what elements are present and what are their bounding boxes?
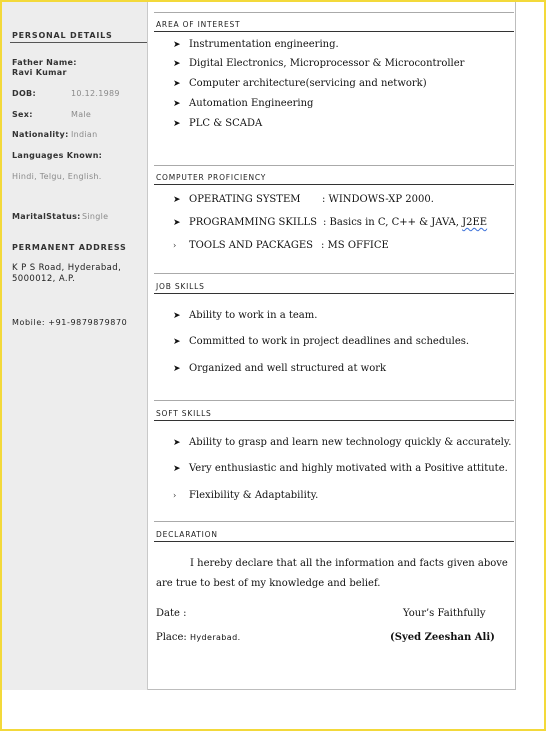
computer-top-rule xyxy=(154,165,514,166)
job-skills-title: JOB SKILLS xyxy=(156,282,205,291)
sex-value: Male xyxy=(71,110,92,119)
arrow-right-icon: ➤ xyxy=(173,364,181,374)
arrow-right-icon: ➤ xyxy=(173,311,181,321)
address-line-2: 5000012, A.P. xyxy=(12,274,76,284)
arrow-right-icon: ➤ xyxy=(173,59,181,69)
personal-details-heading: PERSONAL DETAILS xyxy=(12,31,113,40)
closing-text: Your’s Faithfully xyxy=(403,608,486,619)
interest-rule xyxy=(154,31,514,32)
tools-row xyxy=(173,240,313,252)
declaration-top-rule xyxy=(154,521,514,522)
personal-details-rule xyxy=(10,42,147,43)
place-row xyxy=(156,632,241,643)
arrow-right-icon: ➤ xyxy=(173,464,181,474)
interest-item: ➤ Automation Engineering xyxy=(173,98,314,109)
soft-rule xyxy=(154,420,514,421)
os-value: : WINDOWS-XP 2000. xyxy=(322,194,434,205)
soft-top-rule xyxy=(154,400,514,401)
computer-proficiency-title: COMPUTER PROFICIENCY xyxy=(156,173,267,182)
arrow-right-icon: ➤ xyxy=(173,337,181,347)
programming-label: PROGRAMMING SKILLS xyxy=(189,217,317,228)
tools-value: : MS OFFICE xyxy=(321,240,389,251)
permanent-address-heading: PERMANENT ADDRESS xyxy=(12,243,127,252)
soft-item: › Flexibility & Adaptability. xyxy=(173,490,319,501)
programming-value: : Basics in C, C++ & JAVA, J2EE xyxy=(323,217,488,228)
father-name-label: Father Name: xyxy=(12,58,77,67)
marital-status-label: MaritalStatus: xyxy=(12,212,81,221)
chevron-right-icon: › xyxy=(173,241,177,250)
dob-label: DOB: xyxy=(12,89,36,98)
marital-status-value: Single xyxy=(82,212,109,221)
date-label: Date : xyxy=(156,608,187,619)
programming-row xyxy=(173,217,317,229)
arrow-right-icon: ➤ xyxy=(173,99,181,109)
job-top-rule xyxy=(154,273,514,274)
sex-label: Sex: xyxy=(12,110,33,119)
nationality-value: Indian xyxy=(71,130,98,139)
interest-item: ➤ Instrumentation engineering. xyxy=(173,39,339,50)
interest-item: ➤ Digital Electronics, Microprocessor & Microcontroller xyxy=(173,58,465,69)
job-item: ➤ Organized and well structured at work xyxy=(173,363,387,374)
declaration-rule xyxy=(154,541,514,542)
interest-item: ➤ PLC & SCADA xyxy=(173,118,263,129)
languages-label: Languages Known: xyxy=(12,151,103,160)
father-name-value: Ravi Kumar xyxy=(12,68,67,77)
signature-name: (Syed Zeeshan Ali) xyxy=(390,632,495,643)
arrow-right-icon: ➤ xyxy=(173,119,181,129)
os-label: OPERATING SYSTEM xyxy=(189,194,301,205)
dob-value: 10.12.1989 xyxy=(71,89,120,98)
place-label: Place: xyxy=(156,632,187,643)
arrow-right-icon: ➤ xyxy=(173,79,181,89)
address-line-1: K P S Road, Hyderabad, xyxy=(12,263,122,273)
arrow-right-icon: ➤ xyxy=(173,195,181,205)
area-of-interest-title: AREA OF INTEREST xyxy=(156,20,241,29)
declaration-title: DECLARATION xyxy=(156,530,218,539)
job-item: ➤ Committed to work in project deadlines and schedules. xyxy=(173,336,470,347)
os-row xyxy=(173,194,300,206)
soft-item: ➤ Very enthusiastic and highly motivated with a Positive attitute. xyxy=(173,463,508,474)
page-frame xyxy=(2,2,544,729)
chevron-right-icon: › xyxy=(173,491,177,500)
interest-top-rule xyxy=(154,12,514,13)
interest-item: ➤ Computer architecture(servicing and network) xyxy=(173,78,427,89)
arrow-right-icon: ➤ xyxy=(173,218,181,228)
arrow-right-icon: ➤ xyxy=(173,40,181,50)
tools-label: TOOLS AND PACKAGES xyxy=(189,240,314,251)
main-content xyxy=(148,2,516,690)
sidebar xyxy=(2,2,148,690)
resume-page xyxy=(2,2,516,690)
soft-skills-title: SOFT SKILLS xyxy=(156,409,212,418)
soft-item: ➤ Ability to grasp and learn new technology quickly & accurately. xyxy=(173,437,512,448)
mobile-number: Mobile: +91-9879879870 xyxy=(12,318,128,327)
place-value: Hyderabad. xyxy=(189,633,241,642)
arrow-right-icon: ➤ xyxy=(173,438,181,448)
languages-value: Hindi, Telgu, English. xyxy=(12,172,102,181)
computer-rule xyxy=(154,184,514,185)
job-rule xyxy=(154,293,514,294)
declaration-text: I hereby declare that all the information and facts given above are true to best of my knowledge and belief. xyxy=(156,558,508,589)
nationality-label: Nationality: xyxy=(12,130,69,139)
job-item: ➤ Ability to work in a team. xyxy=(173,310,318,321)
